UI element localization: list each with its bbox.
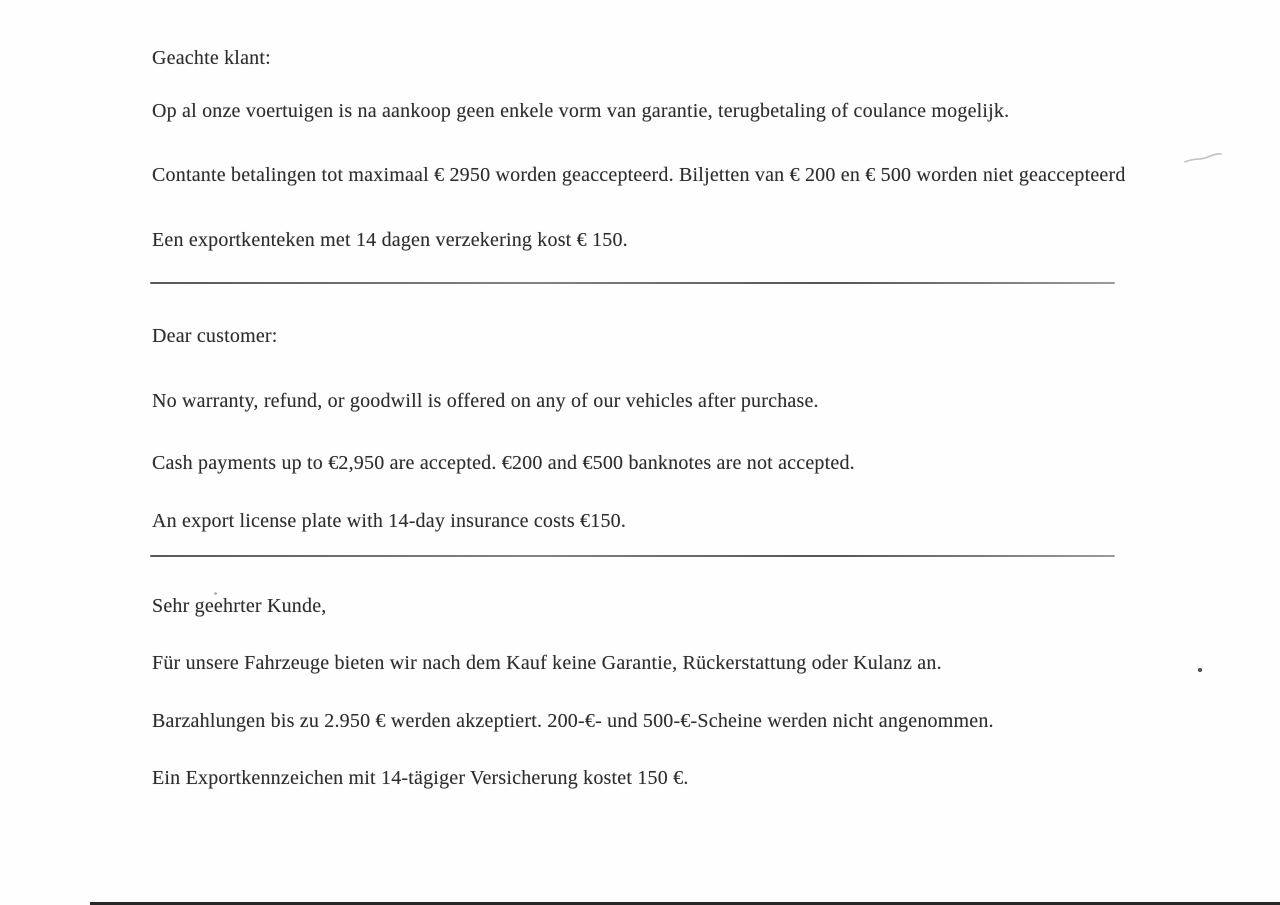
german-cash-line: Barzahlungen bis zu 2.950 € werden akzeptiert. 200-€- und 500-€-Scheine werden nicht angenommen.: [152, 710, 994, 732]
dutch-cash-line: Contante betalingen tot maximaal € 2950 worden geaccepteerd. Biljetten van € 200 en € 500 worden niet geaccepteerd: [152, 164, 1126, 186]
greeting-german: Sehr geehrter Kunde,: [152, 595, 327, 617]
english-cash-line: Cash payments up to €2,950 are accepted. €200 and €500 banknotes are not accepted.: [152, 452, 855, 474]
faint-speck-artifact: [214, 592, 217, 595]
greeting-english: Dear customer:: [152, 325, 278, 347]
german-export-plate-line: Ein Exportkennzeichen mit 14-tägiger Versicherung kostet 150 €.: [152, 767, 689, 789]
greeting-dutch: Geachte klant:: [152, 47, 271, 69]
dutch-warranty-line: Op al onze voertuigen is na aankoop geen enkele vorm van garantie, terugbetaling of coulance mogelijk.: [152, 100, 1010, 122]
german-warranty-line: Für unsere Fahrzeuge bieten wir nach dem Kauf keine Garantie, Rückerstattung oder Kulanz an.: [152, 652, 942, 674]
ink-speck-artifact: [1198, 668, 1202, 672]
pencil-squiggle-artifact: [1183, 148, 1223, 170]
section-divider-2: [150, 555, 1115, 557]
english-export-plate-line: An export license plate with 14-day insurance costs €150.: [152, 510, 627, 532]
dutch-export-plate-line: Een exportkenteken met 14 dagen verzekering kost € 150.: [152, 229, 628, 251]
section-divider-1: [150, 282, 1115, 284]
english-warranty-line: No warranty, refund, or goodwill is offered on any of our vehicles after purchase.: [152, 390, 819, 412]
